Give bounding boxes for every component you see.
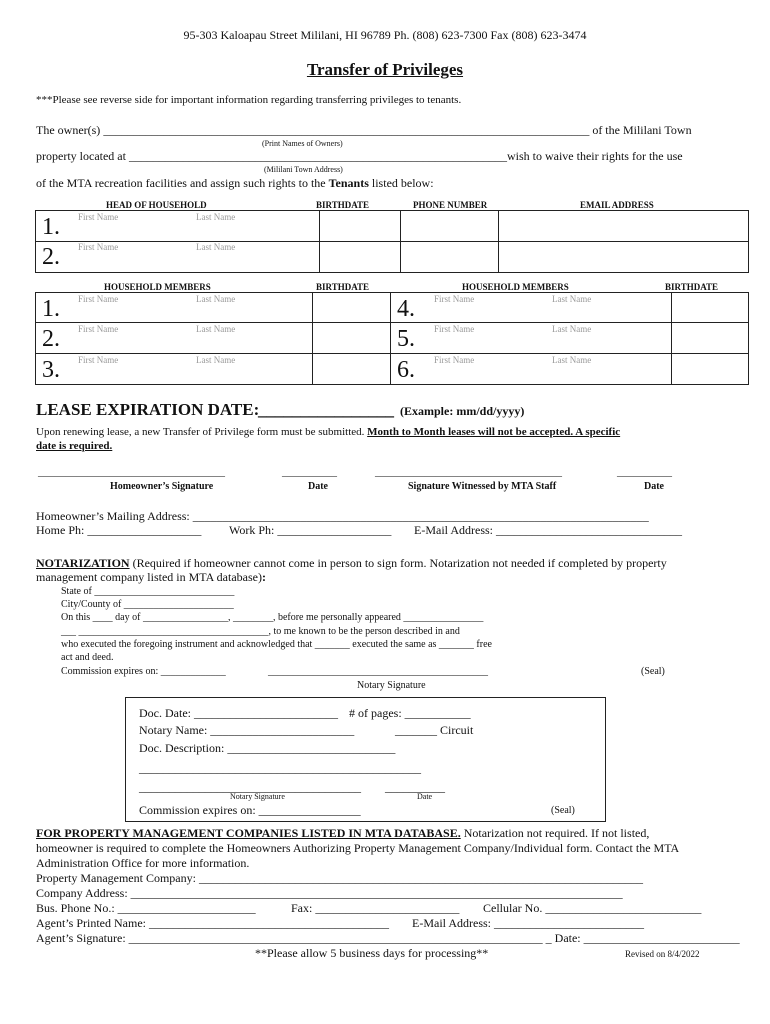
col-email: EMAIL ADDRESS [580, 200, 654, 210]
appearance-line-3[interactable]: who executed the foregoing instrument and acknowledged that _______ executed the same as _______ free [61, 639, 492, 650]
notary-signature-label: Notary Signature [357, 680, 426, 691]
pm-fax-field[interactable]: Fax: ________________________ [291, 901, 460, 915]
first-name-field[interactable]: First Name [78, 324, 119, 334]
doc-date-field[interactable]: Doc. Date: ________________________ [139, 706, 338, 720]
mailing-address-field[interactable]: Homeowner’s Mailing Address: ____________________________________________________________________________ [36, 509, 649, 523]
row-number: 2. [42, 244, 60, 270]
notarization-intro [36, 556, 667, 571]
row-number: 1. [42, 296, 60, 322]
date-label: Date [308, 481, 328, 492]
divider [35, 353, 748, 354]
state-field[interactable]: State of ____________________________ [61, 586, 235, 597]
divider [390, 292, 391, 384]
first-name-field[interactable]: First Name [78, 212, 119, 222]
row-number: 1. [42, 214, 60, 240]
lease-expiration-field[interactable]: ________________ [258, 400, 394, 419]
pages-field[interactable]: # of pages: ___________ [349, 706, 471, 720]
first-name-field[interactable]: First Name [78, 242, 119, 252]
last-name-field[interactable]: Last Name [196, 212, 236, 222]
tenants-word: Tenants [328, 176, 369, 190]
last-name-field[interactable]: Last Name [552, 294, 592, 304]
pm-cellular-field[interactable]: Cellular No. __________________________ [483, 901, 702, 915]
lease-note-warning: Month to Month leases will not be accepted. A specific [367, 426, 621, 438]
appearance-line-1[interactable]: On this ____ day of _________________, ________, before me personally appeared ________________ [61, 612, 484, 623]
notary-signature-field[interactable]: ____________________________________________ [268, 666, 488, 677]
lease-expiration-label: LEASE EXPIRATION DATE: [36, 400, 260, 419]
lease-note [36, 426, 620, 438]
pm-text-2: homeowner is required to complete the Homeowners Authorizing Property Management Company/Individual form. Contact the MTA [36, 841, 680, 855]
company-address: 95-303 Kaloapau Street Mililani, HI 96789 Ph. (808) 623-7300 Fax (808) 623-3474 [183, 28, 587, 42]
row-number: 2. [42, 326, 60, 352]
date-label: Date [644, 481, 664, 492]
owner-line-1 [36, 123, 692, 138]
first-name-field[interactable]: First Name [434, 294, 475, 304]
col-birthdate: BIRTHDATE [316, 282, 370, 292]
waive-rights-text: wish to waive their rights for the use [506, 149, 683, 163]
reverse-side-note: ***Please see reverse side for important information regarding transferring privileges to tenants. [36, 94, 462, 106]
notary-box-signature-field[interactable]: _____________________________________ [139, 780, 361, 794]
divider [319, 210, 320, 272]
col-birthdate: BIRTHDATE [316, 200, 370, 210]
listed-below-text: listed below: [368, 176, 434, 190]
commission-expires-field[interactable]: Commission expires on: _____________ [61, 666, 226, 677]
col-household-members: HOUSEHOLD MEMBERS [104, 282, 211, 292]
homeowner-date-field[interactable]: __________ [282, 466, 337, 478]
row-number: 4. [397, 296, 415, 322]
owner-label: The owner(s) [36, 123, 104, 137]
lease-note-warning-2: date is required. [36, 440, 113, 452]
owner-suffix: of the Mililani Town [589, 123, 692, 137]
first-name-field[interactable]: First Name [434, 324, 475, 334]
last-name-field[interactable]: Last Name [196, 242, 236, 252]
pm-bus-phone-field[interactable]: Bus. Phone No.: _______________________ [36, 901, 256, 915]
witness-signature-field[interactable]: __________________________________ [375, 466, 562, 478]
notarization-intro-2 [36, 570, 266, 585]
seal-label: (Seal) [551, 805, 575, 816]
assign-text: of the MTA recreation facilities and assign such rights to the [36, 176, 329, 190]
pm-text: Notarization not required. If not listed, [460, 826, 650, 840]
divider [35, 322, 748, 323]
pm-agent-name-field[interactable]: Agent’s Printed Name: ________________________________________ [36, 916, 389, 930]
pm-intro [36, 826, 649, 841]
circuit-field[interactable]: _______ Circuit [395, 723, 474, 737]
last-name-field[interactable]: Last Name [196, 355, 236, 365]
last-name-field[interactable]: Last Name [552, 324, 592, 334]
owner-line-3 [36, 176, 434, 191]
first-name-field[interactable]: First Name [78, 294, 119, 304]
witness-signature-label: Signature Witnessed by MTA Staff [408, 481, 557, 492]
colon: : [261, 570, 266, 584]
last-name-field[interactable]: Last Name [196, 324, 236, 334]
email-field[interactable]: E-Mail Address: _______________________________ [414, 523, 682, 537]
work-phone-field[interactable]: Work Ph: ___________________ [229, 523, 392, 537]
homeowner-signature-label: Homeowner’s Signature [110, 481, 214, 492]
page-title: Transfer of Privileges [306, 60, 464, 79]
last-name-field[interactable]: Last Name [196, 294, 236, 304]
notary-signature-caption: Notary Signature [230, 792, 285, 801]
appearance-line-2[interactable]: ___ ______________________________________, to me known to be the person described in and [61, 626, 460, 637]
notarization-text: (Required if homeowner cannot come in person to sign form. Notarization not needed if completed by property [129, 556, 667, 570]
owner-line-2 [36, 149, 683, 164]
notary-name-field[interactable]: Notary Name: ________________________ [139, 723, 355, 737]
home-phone-field[interactable]: Home Ph: ___________________ [36, 523, 202, 537]
first-name-field[interactable]: First Name [78, 355, 119, 365]
homeowner-signature-field[interactable]: __________________________________ [38, 466, 225, 478]
witness-date-field[interactable]: __________ [617, 466, 672, 478]
divider [498, 210, 499, 272]
col-household-members: HOUSEHOLD MEMBERS [462, 282, 569, 292]
pm-agent-email-field[interactable]: E-Mail Address: _________________________ [412, 916, 644, 930]
last-name-field[interactable]: Last Name [552, 355, 592, 365]
pm-company-field[interactable]: Property Management Company: __________________________________________________________________________ [36, 871, 643, 885]
owner-names-caption: (Print Names of Owners) [262, 139, 343, 148]
row-number: 5. [397, 326, 415, 352]
pm-agent-signature-field[interactable]: Agent’s Signature: _____________________________________________________________________ _ Date: __________________________ [36, 931, 740, 945]
pm-address-field[interactable]: Company Address: __________________________________________________________________________________ [36, 886, 623, 900]
divider [671, 292, 672, 384]
county-field[interactable]: City/County of ______________________ [61, 599, 234, 610]
notarization-heading: NOTARIZATION [36, 556, 130, 570]
property-address-field[interactable]: _______________________________________________________________ [128, 149, 507, 163]
col-head-of-household: HEAD OF HOUSEHOLD [106, 200, 207, 210]
revision-date: Revised on 8/4/2022 [625, 949, 700, 959]
notary-box-commission-field[interactable]: Commission expires on: _________________ [139, 803, 361, 817]
pm-heading: FOR PROPERTY MANAGEMENT COMPANIES LISTED IN MTA DATABASE. [36, 826, 461, 840]
col-birthdate: BIRTHDATE [665, 282, 719, 292]
divider [35, 241, 748, 242]
processing-note: **Please allow 5 business days for processing** [255, 946, 489, 960]
divider [400, 210, 401, 272]
date-caption: Date [417, 792, 433, 801]
household-members-table [35, 292, 749, 385]
lease-note-text: Upon renewing lease, a new Transfer of Privilege form must be submitted. [36, 426, 368, 438]
col-phone: PHONE NUMBER [413, 200, 488, 210]
appearance-line-4: act and deed. [61, 652, 114, 663]
owner-names-field[interactable]: _________________________________________________________________________________ [103, 123, 590, 137]
seal-label: (Seal) [641, 666, 665, 677]
property-label: property located at [36, 149, 129, 163]
doc-description-field[interactable]: Doc. Description: ____________________________ [139, 741, 396, 755]
row-number: 3. [42, 357, 60, 383]
notarization-text: management company listed in MTA database) [36, 570, 262, 584]
notary-box-date-field[interactable]: __________ [385, 780, 445, 794]
date-example: (Example: mm/dd/yyyy) [400, 404, 525, 418]
divider [312, 292, 313, 384]
doc-description-line-2[interactable]: _______________________________________________ [139, 761, 421, 775]
first-name-field[interactable]: First Name [434, 355, 475, 365]
address-caption: (Mililani Town Address) [264, 165, 343, 174]
pm-text-3: Administration Office for more information. [36, 856, 250, 870]
row-number: 6. [397, 357, 415, 383]
